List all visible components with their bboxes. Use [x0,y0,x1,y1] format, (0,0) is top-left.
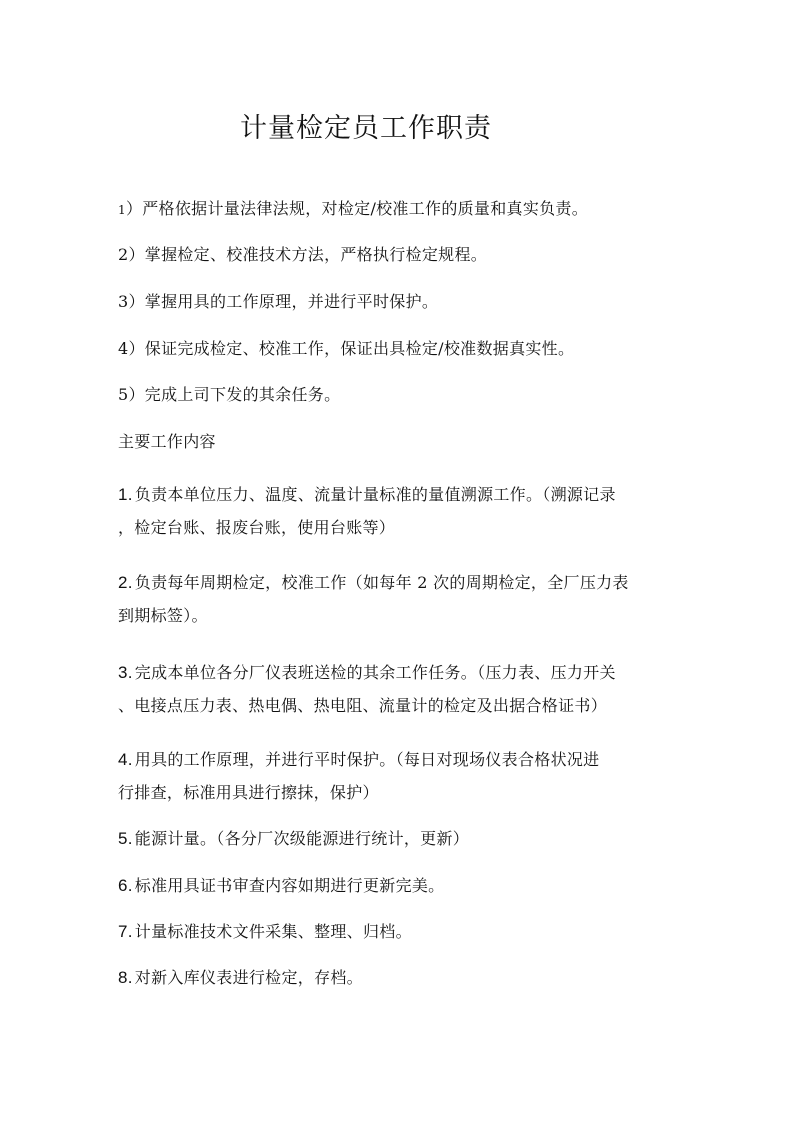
task-continuation: ，检定台账、报废台账，使用台账等） [118,518,396,537]
item-text: ）掌握检定、校准技术方法，严格执行检定规程。 [128,245,488,264]
task-text: 负责每年周期检定，校准工作（如每年 2 次的周期检定，全厂压力表 [134,573,629,592]
task-item [118,570,629,593]
task-continuation: 行排查，标准用具进行擦抹，保护） [118,783,379,802]
task-text: 对新入库仪表进行检定，存档。 [134,968,363,987]
section-heading: 主要工作内容 [118,432,216,451]
task-number: 4. [118,750,133,769]
item-number: 5 [118,385,129,404]
task-continuation: 到期标签）。 [118,606,208,625]
item-number: 3 [118,292,129,311]
task-item [118,873,444,896]
responsibility-item [118,242,487,265]
task-number: 8. [118,968,133,987]
task-number: 2. [118,573,133,592]
item-text: ）保证完成检定、校准工作，保证出具检定/校准数据真实性。 [128,339,575,358]
responsibility-item [118,336,574,359]
responsibility-item [118,289,438,312]
task-text: 标准用具证书审查内容如期进行更新完美。 [134,876,445,895]
task-number: 5. [118,829,133,848]
task-number: 7. [118,922,133,941]
item-text: ）完成上司下发的其余任务。 [128,385,341,404]
task-text: 完成本单位各分厂仪表班送检的其余工作任务。（压力表、压力开关 [134,663,616,682]
item-number: 4 [118,339,129,358]
item-text: ）严格依据计量法律法规，对检定/校准工作的质量和真实负责。 [125,199,589,218]
task-text: 用具的工作原理，并进行平时保护。（每日对现场仪表合格状况进 [134,750,600,769]
task-text: 能源计量。（各分厂次级能源进行统计，更新） [134,829,470,848]
page-title: 计量检定员工作职责 [240,113,492,144]
task-text: 计量标准技术文件采集、整理、归档。 [134,922,412,941]
task-continuation: 、电接点压力表、热电偶、热电阻、流量计的检定及出据合格证书） [118,696,608,715]
responsibility-item [118,382,340,405]
task-item [118,747,599,770]
item-text: ）掌握用具的工作原理，并进行平时保护。 [128,292,439,311]
task-item [118,482,616,505]
task-text: 负责本单位压力、温度、流量计量标准的量值溯源工作。（溯源记录 [134,485,616,504]
task-item [118,919,412,942]
task-item [118,965,363,988]
task-item [118,660,616,683]
task-number: 1. [118,485,133,504]
task-item [118,826,469,849]
item-number: 2 [118,245,129,264]
responsibility-item [118,196,588,219]
task-number: 6. [118,876,133,895]
item-number: 1 [118,203,126,217]
task-number: 3. [118,663,133,682]
